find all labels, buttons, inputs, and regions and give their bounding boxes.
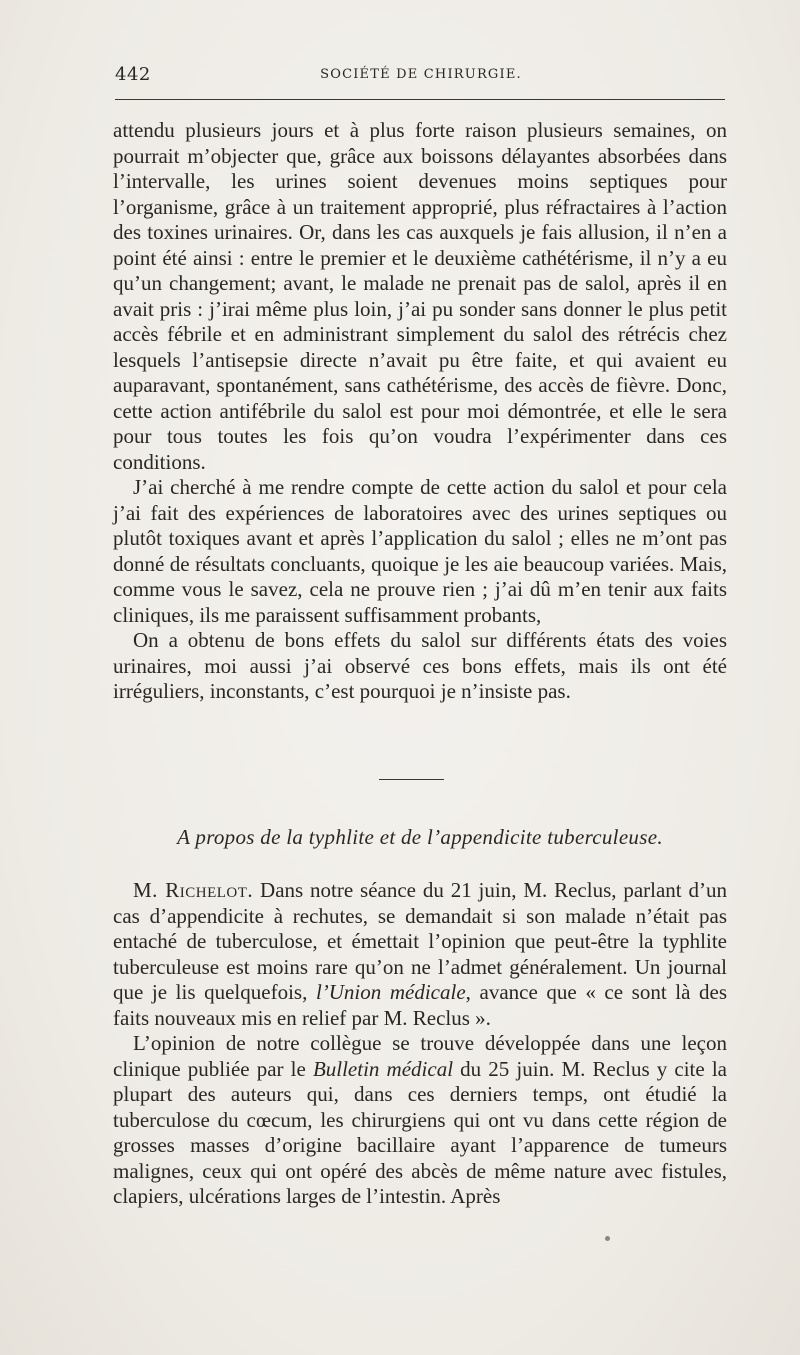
page-number: 442 (115, 64, 151, 85)
body-text-continued (113, 118, 727, 705)
body-text-section (113, 878, 727, 1210)
running-head (115, 64, 727, 88)
paragraph: M. Richelot. Dans notre séance du 21 juin, M. Reclus, parlant d’un cas d’appendicite à rechutes, se demandait si son malade n’était pas entaché de tuberculose, et émettait l’opinion que peut-être la typhlite tuberculeuse est moins rare qu’on ne l’admet généralement. Un journal que je lis quelquefois, l’Union médicale, avance que « ce sont là des faits nouveaux mis en relief par M. Reclus ». (113, 878, 728, 1030)
section-title: A propos de la typhlite et de l’appendicite tuberculeuse. (177, 825, 663, 849)
paragraph: L’opinion de notre collègue se trouve développée dans une leçon clinique publiée par le Bulletin médical du 25 juin. M. Reclus y cite la plupart des auteurs qui, dans ces derniers temps, ont étudié la tuberculose du cœcum, les chirurgiens qui ont vu dans cette région de grosses masses d’origine bacillaire ayant l’apparence de tumeurs malignes, ceux qui ont opéré des abcès de même nature avec fistules, clapiers, ulcérations larges de l’intestin. Après (113, 1031, 727, 1208)
paragraph: On a obtenu de bons effets du salol sur différents états des voies urinaires, moi aussi j’ai observé ces bons effets, mais ils ont été irréguliers, inconstants, c’est pourquoi je n’insiste pas. (113, 628, 727, 703)
section-separator-rule (379, 779, 444, 780)
header-rule (115, 99, 725, 100)
paragraph: J’ai cherché à me rendre compte de cette action du salol et pour cela j’ai fait des expériences de laboratoires avec des urines septiques ou plutôt toxiques avant et après l’application du salol ; elles ne m’ont pas donné de résultats concluants, quoique je les aie beaucoup variées. Mais, comme vous le savez, cela ne prouve rien ; j’ai dû m’en tenir aux faits cliniques, ils me paraissent suffisamment probants, (113, 475, 727, 627)
running-title: SOCIÉTÉ DE CHIRURGIE. (320, 67, 522, 82)
journal-title: Bulletin médical (312, 1056, 454, 1081)
speaker-name: M. Richelot. (133, 878, 254, 902)
paragraph: attendu plusieurs jours et à plus forte raison plusieurs semaines, on pourrait m’objecter que, grâce aux boissons délayantes absorbées dans l’intervalle, les urines soient devenues moins septiques pour l’organisme, grâce à un traitement approprié, plus réfractaires à l’action des toxines urinaires. Or, dans les cas auxquels je fais allusion, il n’en a point été ainsi : entre le premier et le deuxième cathétérisme, il n’y a eu qu’un changement; avant, le malade ne prenait pas de salol, après il en avait pris : j’irai même plus loin, j’ai pu sonder sans donner le plus petit accès fébrile et en administrant simplement du salol des rétrécis chez lesquels l’antisepsie directe n’avait pu être faite, et qui avaient eu auparavant, spontanément, sans cathétérisme, des accès de fièvre. Donc, cette action antifébrile du salol est pour moi démontrée, et elle le sera pour tous toutes les fois qu’on voudra l’expérimenter dans ces conditions. (113, 118, 727, 474)
journal-title: l’Union médicale (315, 980, 466, 1004)
print-speck (605, 1236, 610, 1241)
